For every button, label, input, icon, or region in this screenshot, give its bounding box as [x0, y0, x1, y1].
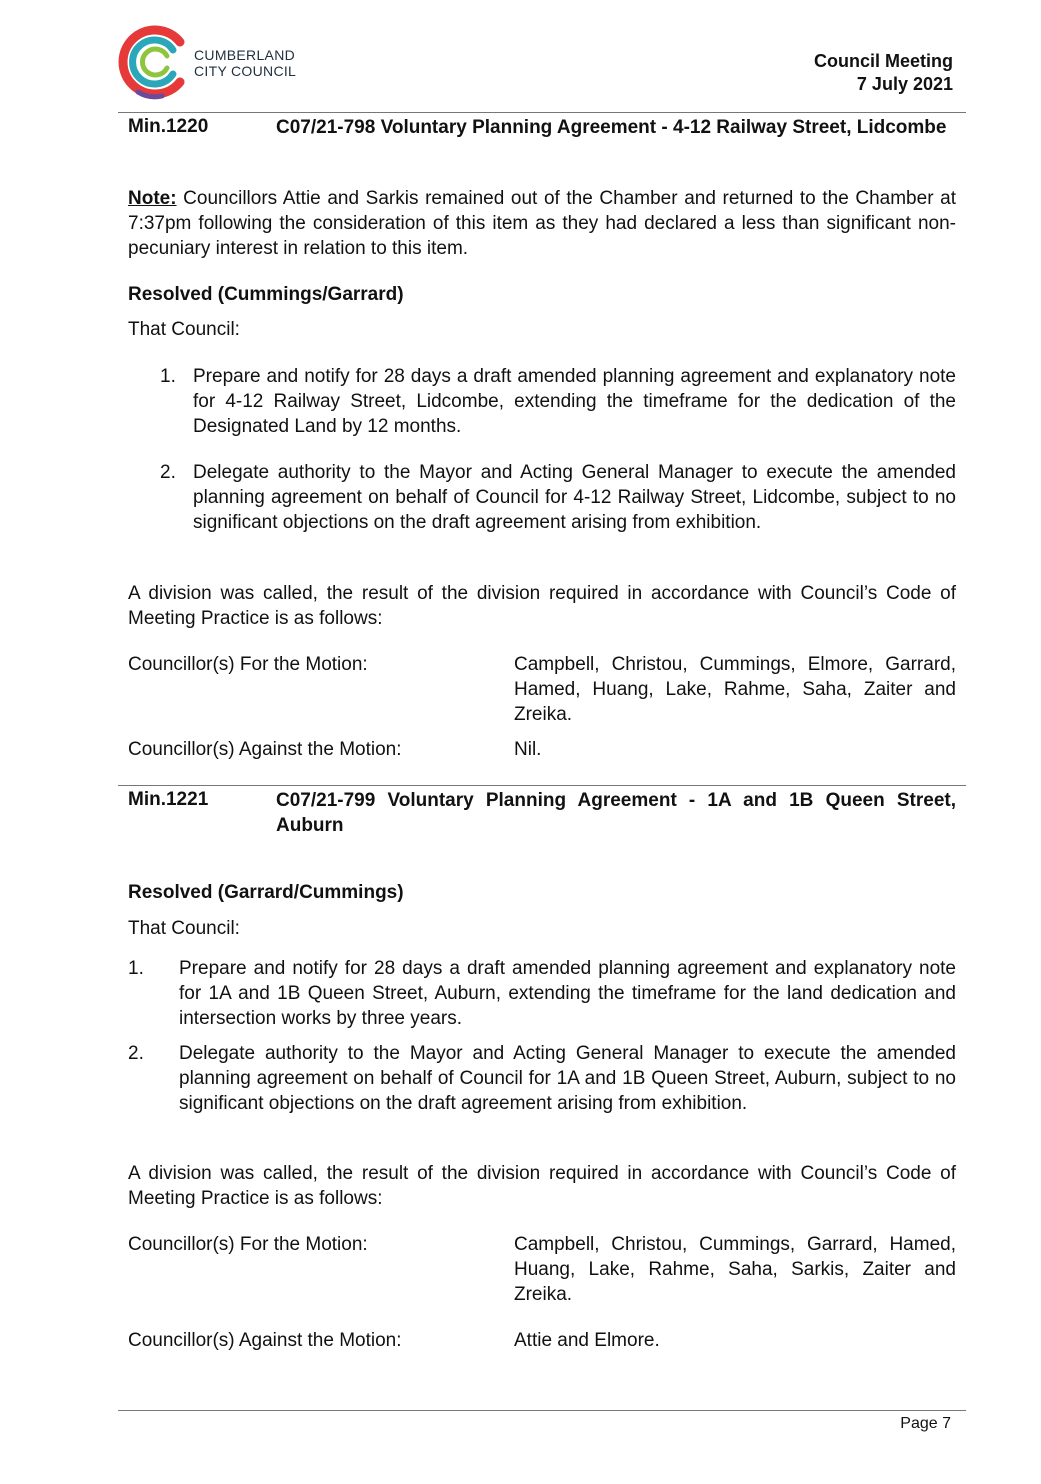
- note-text: Councillors Attie and Sarkis remained out of the Chamber and returned to the Chamber at 7:37pm following the consideration of this item as they had declared a less than significant non-pecuniary interest in relation to this item.: [128, 188, 956, 259]
- minute-number: Min.1221: [128, 789, 209, 810]
- against-motion-names: Nil.: [514, 739, 542, 760]
- minute-title: C07/21-799 Voluntary Planning Agreement - 1A and 1B Queen Street, Auburn: [276, 790, 956, 836]
- council-name: [194, 47, 296, 79]
- division-text: A division was called, the result of the division required in accordance with Council’s Code of Meeting Practice is as follows:: [128, 583, 956, 629]
- against-motion-label: Councillor(s) Against the Motion:: [128, 739, 402, 760]
- council-logo: [118, 20, 308, 104]
- list-number: 1.: [128, 958, 144, 979]
- list-number: 2.: [160, 462, 176, 483]
- list-text: Delegate authority to the Mayor and Acting General Manager to execute the amended planning agreement on behalf of Council for 1A and 1B Queen Street, Auburn, subject to no significant objections on the draft agreement arising from exhibition.: [179, 1043, 956, 1114]
- list-number: 2.: [128, 1043, 144, 1064]
- council-name-line1: CUMBERLAND: [194, 47, 296, 63]
- note-label: Note:: [128, 188, 177, 209]
- header-divider: [118, 112, 966, 113]
- for-motion-names: Campbell, Christou, Cummings, Garrard, Hamed, Huang, Lake, Rahme, Saha, Sarkis, Zaiter and Zreika.: [514, 1234, 956, 1305]
- list-text: Delegate authority to the Mayor and Acting General Manager to execute the amended planning agreement on behalf of Council for 4-12 Railway Street, Lidcombe, subject to no significant objections on the draft agreement arising from exhibition.: [193, 462, 956, 533]
- that-council: That Council:: [128, 918, 240, 939]
- division-text: A division was called, the result of the division required in accordance with Council’s Code of Meeting Practice is as follows:: [128, 1163, 956, 1209]
- minute-note: [128, 186, 956, 261]
- against-motion-names: Attie and Elmore.: [514, 1330, 660, 1351]
- resolved-line: Resolved (Garrard/Cummings): [128, 882, 404, 903]
- meeting-header: [814, 50, 953, 96]
- for-motion-names: Campbell, Christou, Cummings, Elmore, Garrard, Hamed, Huang, Lake, Rahme, Saha, Zaiter and Zreika.: [514, 654, 956, 725]
- that-council: That Council:: [128, 319, 240, 340]
- against-motion-label: Councillor(s) Against the Motion:: [128, 1330, 402, 1351]
- list-text: Prepare and notify for 28 days a draft amended planning agreement and explanatory note for 1A and 1B Queen Street, Auburn, extending the timeframe for the land dedication and intersection works by three years.: [179, 958, 956, 1029]
- resolved-line: Resolved (Cummings/Garrard): [128, 284, 404, 305]
- council-logo-icon: [118, 20, 190, 104]
- footer-divider: [118, 1410, 966, 1411]
- meeting-title: Council Meeting: [814, 51, 953, 71]
- council-name-line2: CITY COUNCIL: [194, 63, 297, 79]
- minute-number: Min.1220: [128, 116, 209, 137]
- meeting-date: 7 July 2021: [856, 74, 953, 94]
- list-number: 1.: [160, 366, 176, 387]
- for-motion-label: Councillor(s) For the Motion:: [128, 654, 368, 675]
- page-number: Page 7: [900, 1415, 951, 1432]
- minute-divider: [118, 785, 966, 786]
- list-text: Prepare and notify for 28 days a draft amended planning agreement and explanatory note for 4-12 Railway Street, Lidcombe, extending the timeframe for the dedication of the Designated Land by 12 months.: [193, 366, 956, 437]
- minute-title: C07/21-798 Voluntary Planning Agreement - 4-12 Railway Street, Lidcombe: [276, 117, 947, 138]
- for-motion-label: Councillor(s) For the Motion:: [128, 1234, 368, 1255]
